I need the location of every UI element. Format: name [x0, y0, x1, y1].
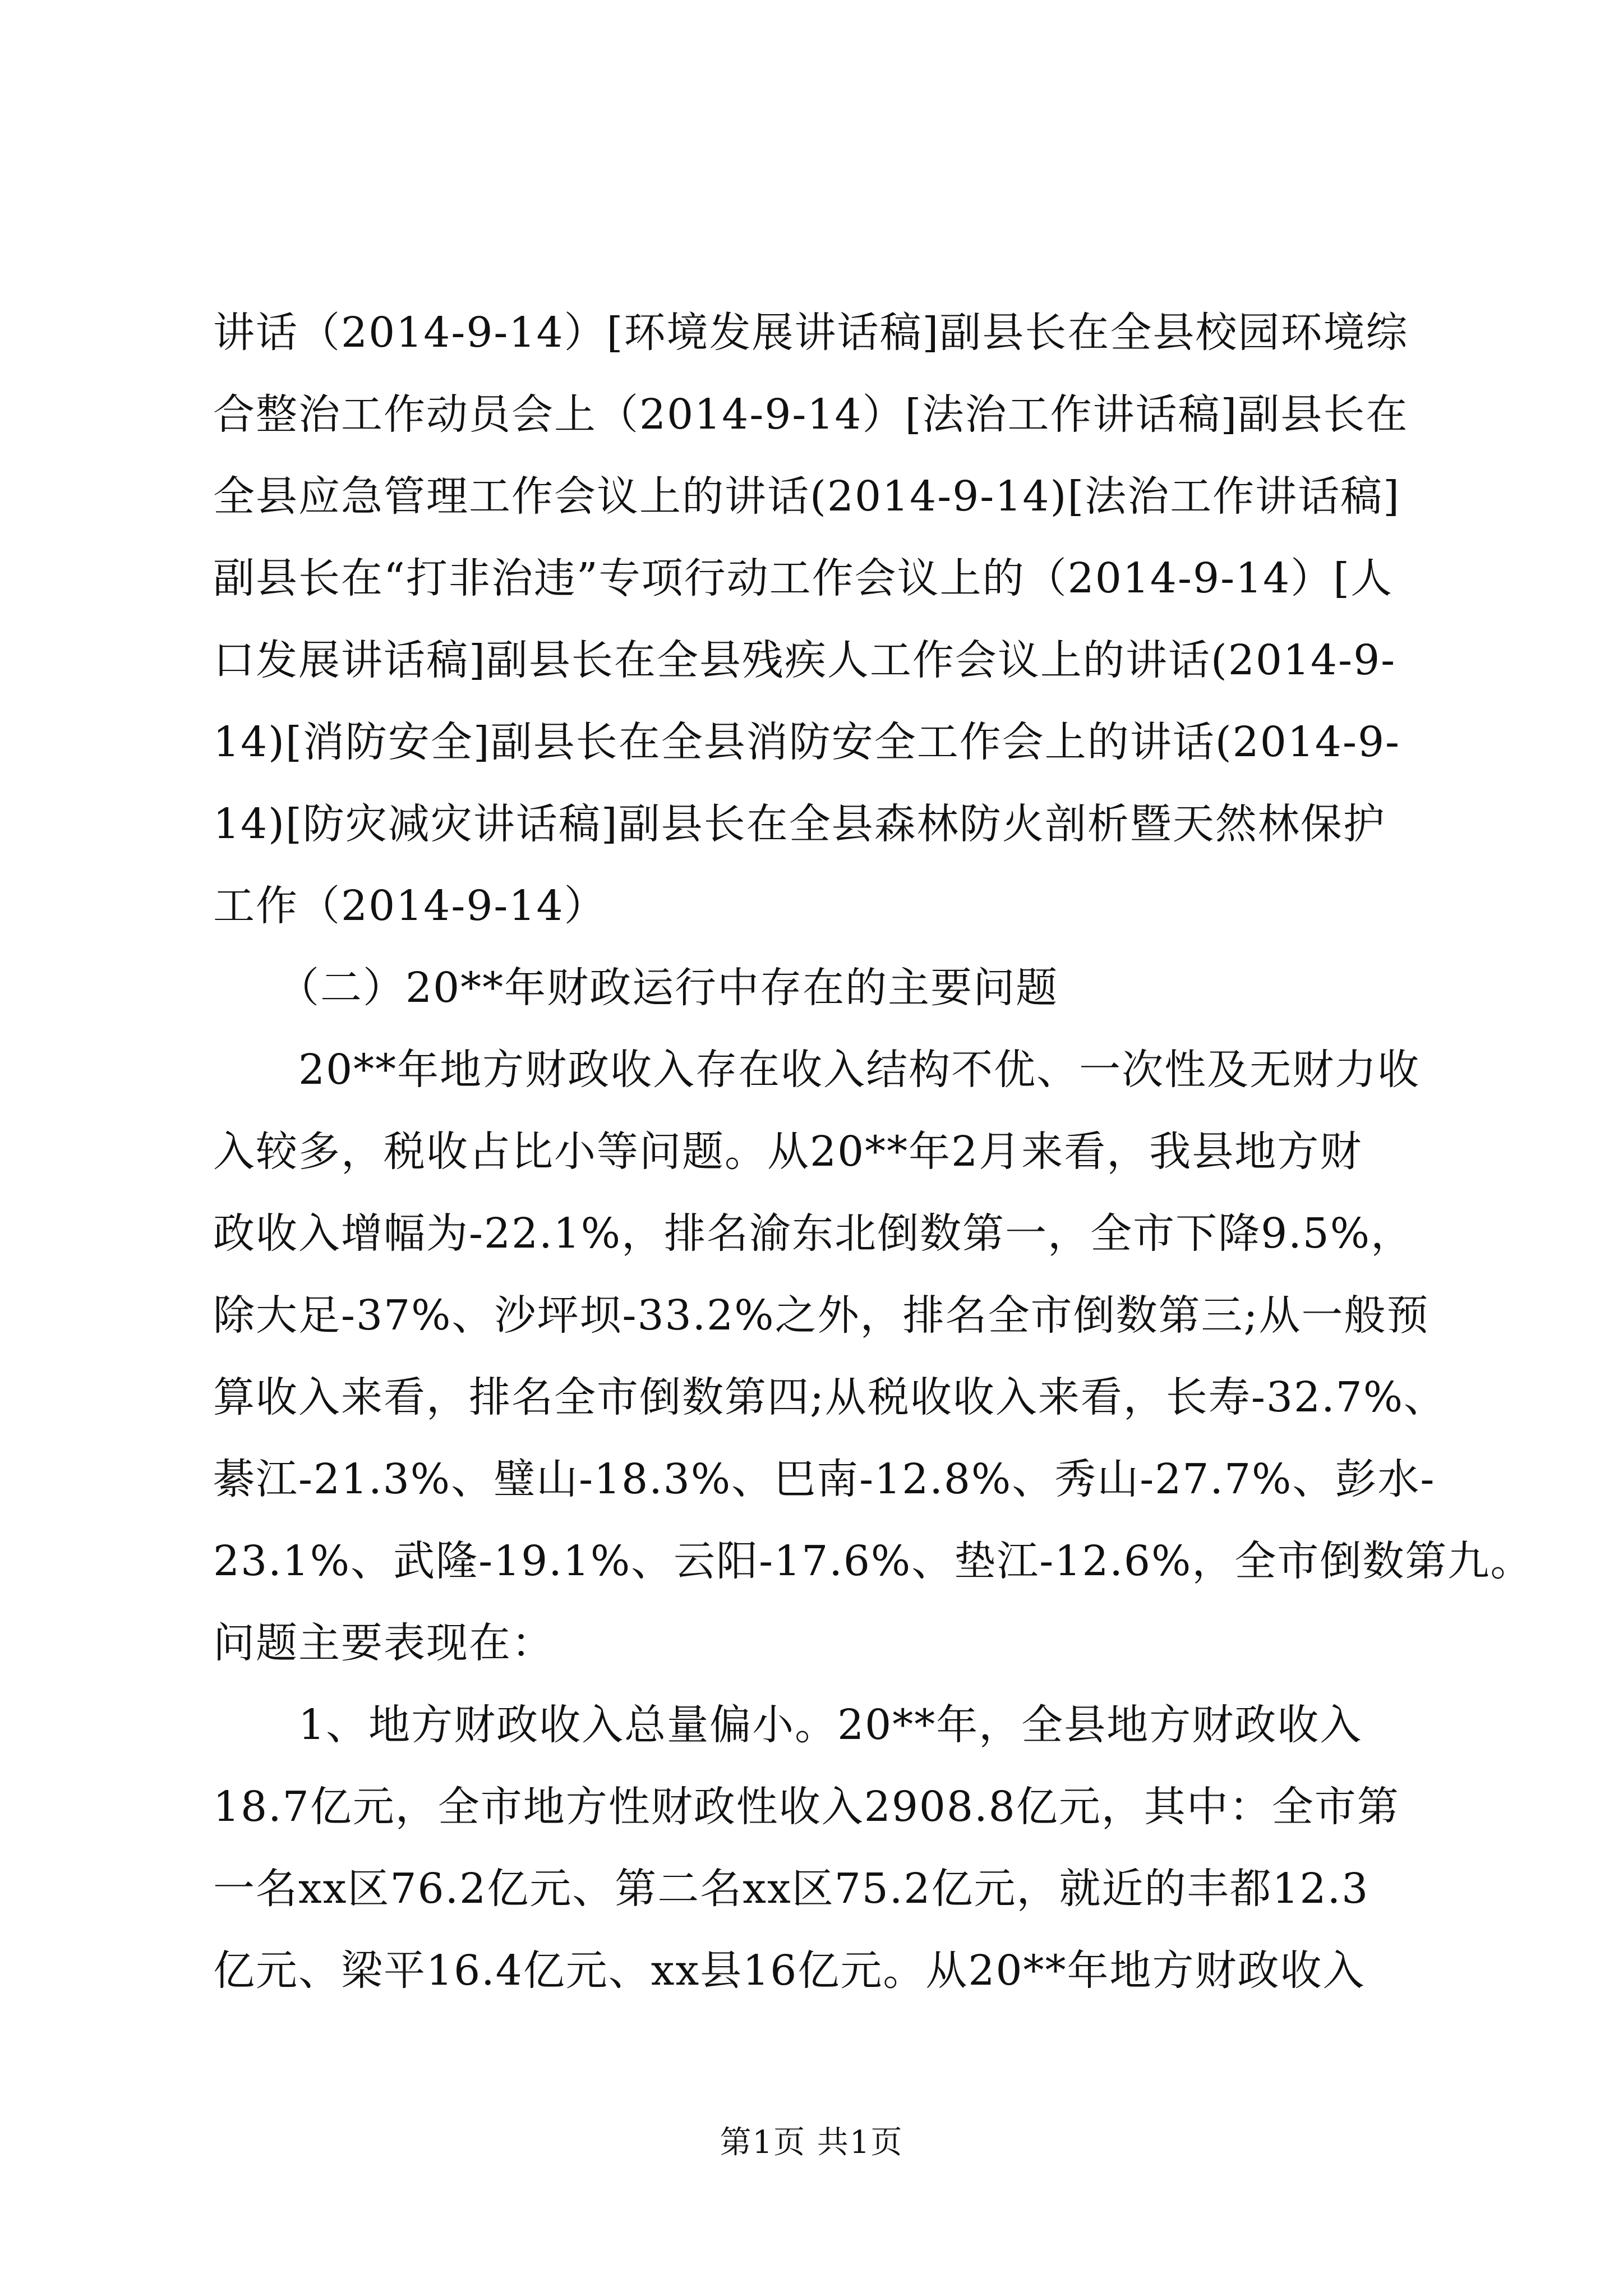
- text-line-2: 合整治工作动员会上（2014-9-14）[法治工作讲话稿]副县长在: [213, 390, 1409, 439]
- text-line-19: 18.7亿元，全市地方性财政性收入2908.8亿元，其中：全市第: [213, 1783, 1400, 1831]
- text-line-7: 14)[防灾减灾讲话稿]副县长在全县森林防火剖析暨天然林保护: [213, 800, 1386, 848]
- page-footer: 第1页 共1页: [720, 2124, 903, 2161]
- text-line-17: 问题主要表现在：: [213, 1619, 554, 1667]
- document-body: [213, 292, 1533, 2012]
- text-line-16: 23.1%、武隆-19.1%、云阳-17.6%、垫江-12.6%，全市倒数第九。: [213, 1537, 1533, 1585]
- text-line-14: 算收入来看，排名全市倒数第四;从税收收入来看，长寿-32.7%、: [213, 1373, 1447, 1421]
- text-line-12: 政收入增幅为-22.1%，排名渝东北倒数第一，全市下降9.5%，: [213, 1209, 1414, 1258]
- text-line-10: 20**年地方财政收入存在收入结构不优、一次性及无财力收: [213, 1046, 1421, 1094]
- text-line-18: 1、地方财政收入总量偏小。20**年，全县地方财政收入: [213, 1701, 1363, 1749]
- text-line-21: 亿元、梁平16.4亿元、xx县16亿元。从20**年地方财政收入: [213, 1947, 1366, 1995]
- text-line-8: 工作（2014-9-14）: [213, 882, 607, 930]
- section-heading: （二）20**年财政运行中存在的主要问题: [213, 964, 1059, 1012]
- text-line-20: 一名xx区76.2亿元、第二名xx区75.2亿元，就近的丰都12.3: [213, 1865, 1370, 1913]
- text-line-4: 副县长在“打非治违”专项行动工作会议上的（2014-9-14）[人: [213, 554, 1394, 602]
- text-line-11: 入较多，税收占比小等问题。从20**年2月来看，我县地方财: [213, 1128, 1363, 1176]
- text-line-1: 讲话（2014-9-14）[环境发展讲话稿]副县长在全县校园环境综: [213, 309, 1409, 357]
- text-line-6: 14)[消防安全]副县长在全县消防安全工作会上的讲话(2014-9-: [213, 718, 1401, 766]
- text-line-15: 綦江-21.3%、璧山-18.3%、巴南-12.8%、秀山-27.7%、彭水-: [213, 1455, 1436, 1503]
- text-line-5: 口发展讲话稿]副县长在全县残疾人工作会议上的讲话(2014-9-: [213, 636, 1396, 684]
- text-line-3: 全县应急管理工作会议上的讲话(2014-9-14)[法治工作讲话稿]: [213, 472, 1401, 521]
- text-line-13: 除大足-37%、沙坪坝-33.2%之外，排名全市倒数第三;从一般预: [213, 1291, 1430, 1340]
